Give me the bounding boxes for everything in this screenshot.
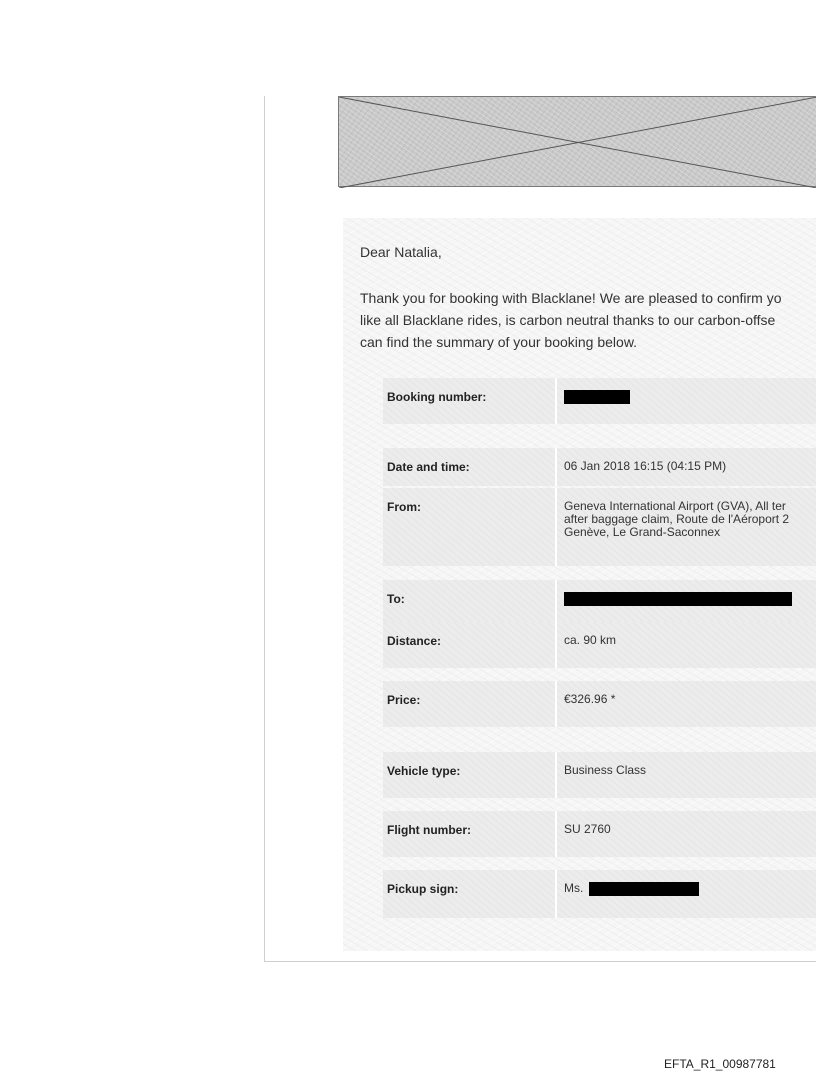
price-row: [383, 681, 816, 727]
pickup-sign-row: [383, 870, 816, 918]
from-line: Genève, Le Grand-Saconnex: [564, 525, 721, 539]
vehicle-type-row: [383, 752, 816, 798]
booking-number-label: Booking number:: [387, 390, 487, 404]
header-image-placeholder: [338, 96, 816, 187]
to-row: [383, 580, 816, 626]
redaction-box: [589, 882, 699, 896]
intro-paragraph: [360, 287, 816, 353]
redaction-box: [564, 592, 792, 606]
distance-row: [383, 622, 816, 668]
vehicle-type-label: Vehicle type:: [387, 764, 461, 778]
intro-line: can find the summary of your booking below.: [360, 334, 638, 350]
broken-image-icon: [339, 97, 816, 188]
date-time-value: 06 Jan 2018 16:15 (04:15 PM): [564, 460, 727, 473]
pickup-sign-prefix: Ms.: [564, 882, 584, 895]
flight-number-row: [383, 811, 816, 857]
to-label: To:: [387, 592, 405, 606]
distance-label: Distance:: [387, 634, 442, 648]
date-time-label: Date and time:: [387, 460, 470, 474]
redaction-box: [564, 390, 630, 404]
price-value: €326.96 *: [564, 693, 616, 706]
from-line: after baggage claim, Route de l'Aéroport 2: [564, 512, 790, 526]
from-row: [383, 488, 816, 566]
intro-line: Thank you for booking with Blacklane! We are pleased to confirm yo: [360, 290, 782, 306]
from-line: Geneva International Airport (GVA), All ter: [564, 500, 786, 513]
pickup-sign-label: Pickup sign:: [387, 882, 459, 896]
date-time-row: [383, 448, 816, 486]
distance-value: ca. 90 km: [564, 634, 617, 647]
intro-line: like all Blacklane rides, is carbon neutral thanks to our carbon-offse: [360, 312, 776, 328]
vehicle-type-value: Business Class: [564, 764, 647, 777]
from-label: From:: [387, 500, 421, 514]
flight-number-value: SU 2760: [564, 823, 611, 836]
price-label: Price:: [387, 693, 421, 707]
document-id: EFTA_R1_00987781: [664, 1057, 776, 1071]
booking-number-row: [383, 378, 816, 424]
from-value: [564, 500, 816, 539]
flight-number-label: Flight number:: [387, 823, 471, 837]
greeting-text: Dear Natalia,: [360, 244, 442, 260]
